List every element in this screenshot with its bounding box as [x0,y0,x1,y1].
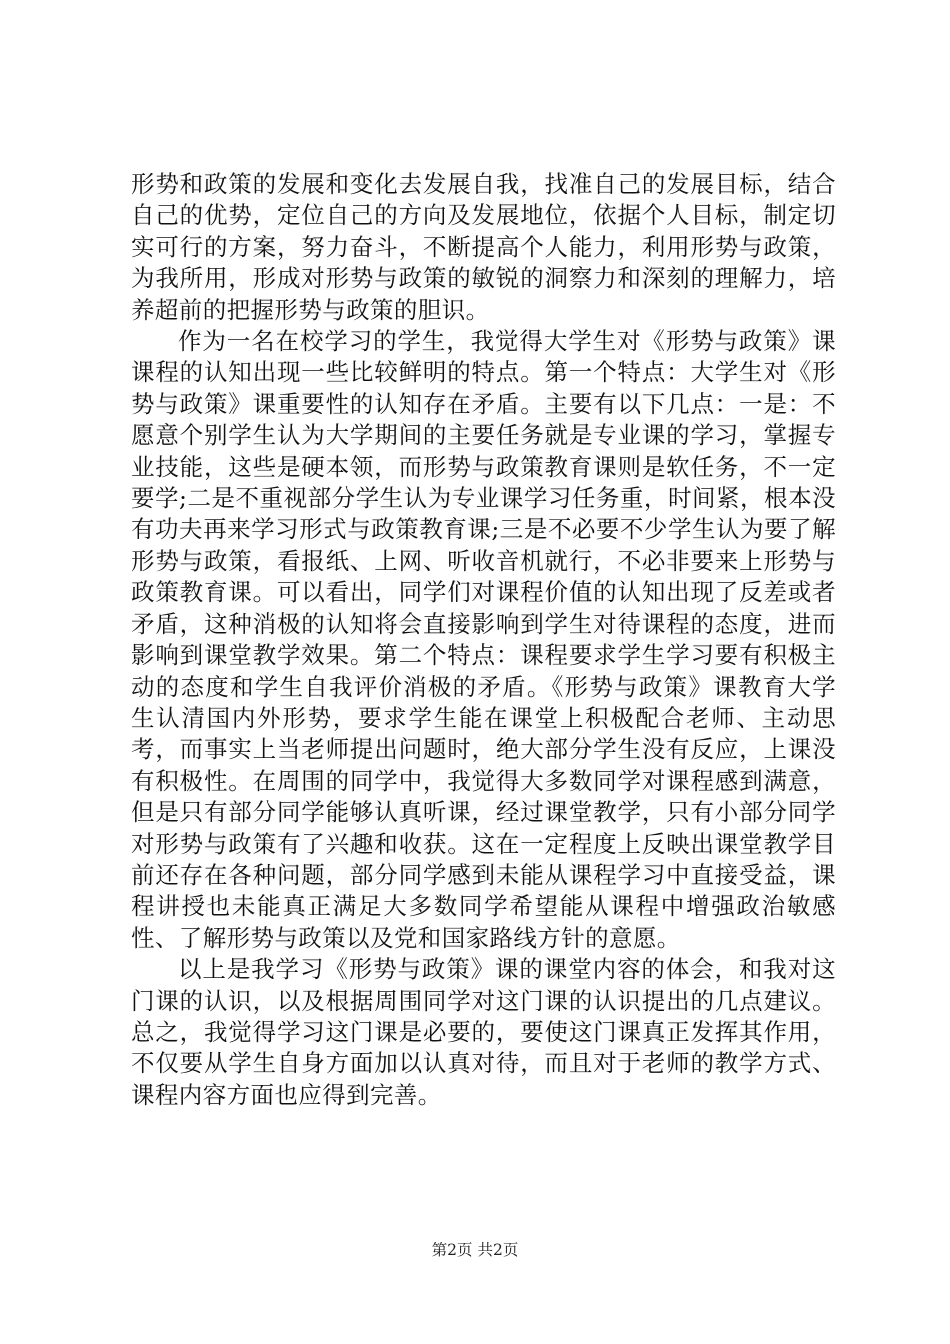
paragraph-continuation: 形势和政策的发展和变化去发展自我，找准自己的发展目标，结合自己的优势，定位自己的方向及发展地位，依据个人目标，制定切实可行的方案，努力奋斗，不断提高个人能力，利用形势与政策，为我所用，形成对形势与政策的敏锐的洞察力和深刻的理解力，培养超前的把握形势与政策的胆识。 [131,170,836,324]
document-body [131,169,836,1111]
paragraph-student-perception: 作为一名在校学习的学生，我觉得大学生对《形势与政策》课课程的认知出现一些比较鲜明的特点。第一个特点：大学生对《形势与政策》课重要性的认知存在矛盾。主要有以下几点：一是：不愿意个别学生认为大学期间的主要任务就是专业课的学习，掌握专业技能，这些是硬本领，而形势与政策教育课则是软任务，不一定要学;二是不重视部分学生认为专业课学习任务重，时间紧，根本没有功夫再来学习形式与政策教育课;三是不必要不少学生认为要了解形势与政策，看报纸、上网、听收音机就行，不必非要来上形势与政策教育课。可以看出，同学们对课程价值的认知出现了反差或者矛盾，这种消极的认知将会直接影响到学生对待课程的态度，进而影响到课堂教学效果。第二个特点：课程要求学生学习要有积极主动的态度和学生自我评价消极的矛盾。《形势与政策》课教育大学生认清国内外形势，要求学生能在课堂上积极配合老师、主动思考，而事实上当老师提出问题时，绝大部分学生没有反应，上课没有积极性。在周围的同学中，我觉得大多数同学对课程感到满意，但是只有部分同学能够认真听课，经过课堂教学，只有小部分同学对形势与政策有了兴趣和收获。这在一定程度上反映出课堂教学目前还存在各种问题，部分同学感到未能从课程学习中直接受益，课程讲授也未能真正满足大多数同学希望能从课程中增强政治敏感性、了解形势与政策以及党和国家路线方针的意愿。 [131,327,836,952]
page-footer: 第2页 共2页 [431,1241,519,1259]
paragraph-conclusion: 以上是我学习《形势与政策》课的课堂内容的体会，和我对这门课的认识，以及根据周围同学对这门课的认识提出的几点建议。总之，我觉得学习这门课是必要的，要使这门课真正发挥其作用，不仅要从学生自身方面加以认真对待，而且对于老师的教学方式、课程内容方面也应得到完善。 [131,955,836,1109]
